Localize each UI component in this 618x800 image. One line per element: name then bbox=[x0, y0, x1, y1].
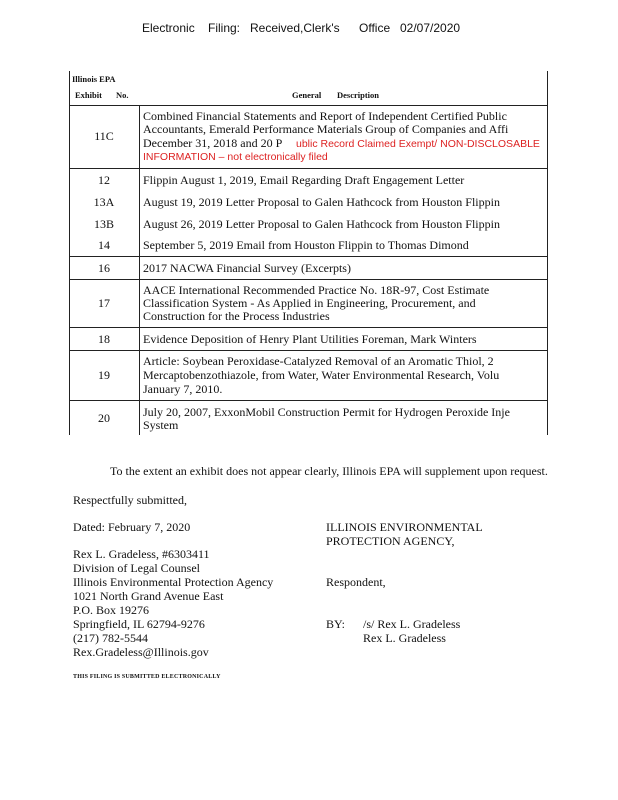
exhibit-description-line: July 20, 2007, ExxonMobil Construction Permit for Hydrogen Peroxide Inje bbox=[143, 406, 510, 419]
stamp-received: Received,Clerk's bbox=[250, 21, 340, 35]
stamp-date: 02/07/2020 bbox=[400, 21, 461, 35]
respondent-label: Respondent, bbox=[326, 575, 386, 589]
agency-name-line: ILLINOIS ENVIRONMENTAL bbox=[326, 520, 483, 534]
electronic-signature: /s/ Rex L. Gradeless bbox=[363, 617, 461, 631]
exhibit-number: 13B bbox=[93, 217, 114, 231]
column-divider bbox=[139, 105, 140, 435]
street-address: 1021 North Grand Avenue East bbox=[73, 589, 224, 603]
row-divider bbox=[69, 350, 548, 351]
exhibit-description-line: December 31, 2018 and 20 P bbox=[143, 136, 283, 150]
exhibit-description-line: Classification System - As Applied in Engineering, Procurement, and bbox=[143, 297, 476, 310]
exhibit-description-line: January 7, 2010. bbox=[143, 383, 223, 396]
agency-name-line: PROTECTION AGENCY, bbox=[326, 534, 455, 548]
exhibit-description-line: System bbox=[143, 419, 179, 432]
stamp-office: Office bbox=[359, 21, 391, 35]
exhibit-number: 20 bbox=[98, 411, 110, 425]
attorney-name: Rex L. Gradeless, #6303411 bbox=[73, 547, 210, 561]
row-divider bbox=[69, 256, 548, 257]
exhibit-number: 19 bbox=[98, 368, 110, 382]
city-state-zip: Springfield, IL 62794-9276 bbox=[73, 617, 205, 631]
table-header-exhibit: Exhibit bbox=[75, 90, 102, 100]
exhibit-description-line: Flippin August 1, 2019, Email Regarding Draft Engagement Letter bbox=[143, 174, 465, 187]
exhibit-number: 16 bbox=[98, 261, 110, 275]
po-box: P.O. Box 19276 bbox=[73, 603, 150, 617]
row-divider bbox=[69, 400, 548, 401]
table-header-no: No. bbox=[116, 90, 129, 100]
row-divider bbox=[69, 327, 548, 328]
exhibit-description-line: Accountants, Emerald Performance Materials Group of Companies and Affi bbox=[143, 123, 509, 136]
table-rule bbox=[69, 105, 548, 106]
exhibit-description-line: Combined Financial Statements and Report of Independent Certified Public bbox=[143, 110, 507, 123]
phone-number: (217) 782-5544 bbox=[73, 631, 148, 645]
exhibit-number: 17 bbox=[98, 296, 110, 310]
stamp-filing: Filing: bbox=[208, 21, 241, 35]
email-address[interactable]: Rex.Gradeless@Illinois.gov bbox=[73, 645, 209, 659]
footer-note: THIS FILING IS SUBMITTED ELECTRONICALLY bbox=[73, 674, 221, 680]
division-line: Division of Legal Counsel bbox=[73, 561, 200, 575]
exhibit-description-line: Evidence Deposition of Henry Plant Utilities Foreman, Mark Winters bbox=[143, 333, 477, 346]
dated-line: Dated: February 7, 2020 bbox=[73, 520, 191, 534]
row-divider bbox=[69, 168, 548, 169]
exhibit-number: 18 bbox=[98, 332, 110, 346]
exhibit-number: 14 bbox=[98, 238, 110, 252]
exhibit-description-line: Mercaptobenzothiazole, from Water, Water Environmental Research, Volu bbox=[143, 369, 500, 382]
stamp-electronic: Electronic bbox=[142, 21, 195, 35]
exempt-notice: INFORMATION – not electronically filed bbox=[143, 151, 328, 163]
exhibit-description-line: AACE International Recommended Practice No. 18R-97, Cost Estimate bbox=[143, 284, 490, 297]
signer-name: Rex L. Gradeless bbox=[363, 631, 446, 645]
supplement-note: To the extent an exhibit does not appear clearly, Illinois EPA will supplement upon request. bbox=[110, 464, 548, 478]
exhibit-description-line: August 26, 2019 Letter Proposal to Galen Hathcock from Houston Flippin bbox=[143, 218, 500, 231]
table-header-description: Description bbox=[337, 90, 380, 100]
by-label: BY: bbox=[326, 617, 345, 631]
exhibit-description-line: September 5, 2019 Email from Houston Flippin to Thomas Dimond bbox=[143, 239, 469, 252]
agency-address-line: Illinois Environmental Protection Agency bbox=[73, 575, 274, 589]
table-header-agency: Illinois EPA bbox=[72, 74, 116, 84]
closing-phrase: Respectfully submitted, bbox=[73, 493, 187, 507]
row-divider bbox=[69, 279, 548, 280]
exhibit-description-line: August 19, 2019 Letter Proposal to Galen Hathcock from Houston Flippin bbox=[143, 196, 500, 209]
exhibit-description-line: 2017 NACWA Financial Survey (Excerpts) bbox=[143, 262, 351, 275]
table-header-general: General bbox=[292, 90, 322, 100]
exhibit-number: 11C bbox=[94, 129, 114, 143]
exempt-notice: ublic Record Claimed Exempt/ NON-DISCLOSABLE bbox=[296, 138, 540, 150]
exhibit-number: 13A bbox=[93, 195, 115, 209]
exhibit-description-line: Article: Soybean Peroxidase-Catalyzed Removal of an Aromatic Thiol, 2 bbox=[143, 355, 494, 368]
exhibit-description-line: Construction for the Process Industries bbox=[143, 310, 330, 323]
exhibit-number: 12 bbox=[98, 173, 110, 187]
